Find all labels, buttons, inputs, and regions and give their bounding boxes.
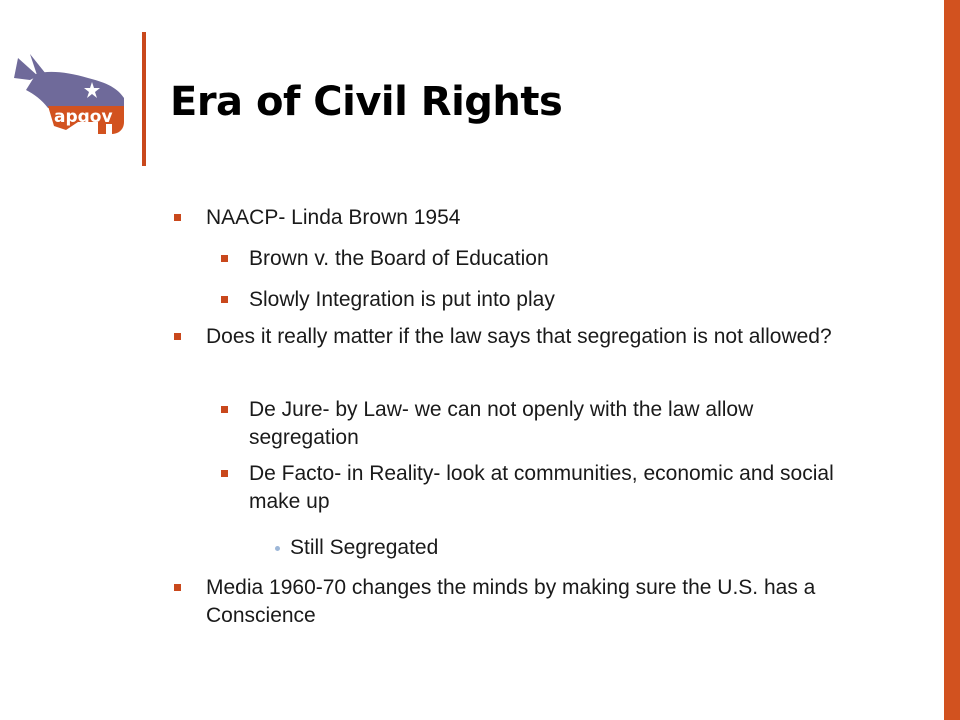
square-bullet-icon (174, 333, 181, 340)
dot-bullet-icon (275, 546, 280, 551)
apgov-logo (8, 48, 132, 144)
square-bullet-icon (221, 296, 228, 303)
svg-text:apgov: apgov (54, 107, 113, 127)
page-title: Era of Civil Rights (170, 79, 563, 125)
square-bullet-icon (221, 470, 228, 477)
square-bullet-icon (174, 584, 181, 591)
right-accent-bar (944, 0, 960, 720)
square-bullet-icon (174, 214, 181, 221)
square-bullet-icon (221, 255, 228, 262)
title-divider (142, 32, 146, 166)
donkey-body-icon (26, 72, 124, 108)
square-bullet-icon (221, 406, 228, 413)
